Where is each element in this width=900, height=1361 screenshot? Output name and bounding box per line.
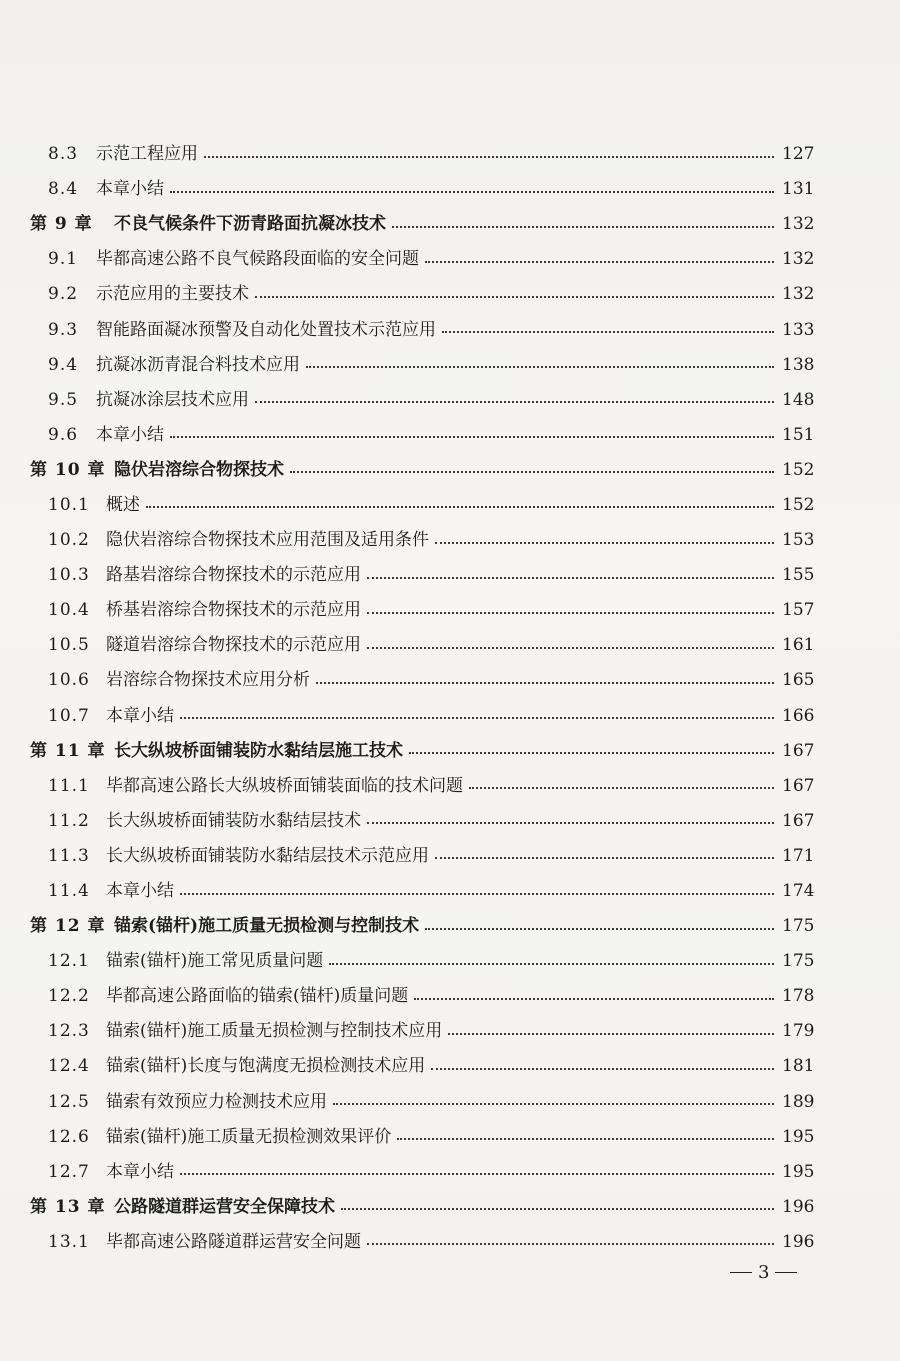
toc-entry-number: 8.4 [48, 179, 79, 200]
toc-entry-title: 公路隧道群运营安全保障技术 [114, 1196, 335, 1217]
toc-entry-page: 166 [782, 705, 815, 726]
dot-leader [367, 647, 774, 649]
dot-leader [255, 401, 774, 403]
dot-leader [306, 366, 774, 368]
toc-entry-number: 9.2 [48, 284, 79, 305]
toc-entry-page: 152 [782, 494, 815, 515]
toc-entry-title: 示范工程应用 [96, 144, 198, 165]
toc-entry-page: 178 [782, 986, 815, 1007]
toc-entry-title: 隧道岩溶综合物探技术的示范应用 [106, 635, 361, 656]
toc-entry-page: 167 [782, 810, 815, 831]
dot-leader [170, 191, 774, 193]
toc-entry-number: 11.4 [48, 881, 90, 902]
toc-section-row [30, 979, 815, 1014]
toc-entry-number: 11.1 [48, 775, 90, 796]
toc-entry-title: 示范应用的主要技术 [96, 284, 249, 305]
toc-entry-number: 8.3 [48, 144, 79, 165]
toc-entry-title: 毕都高速公路长大纵坡桥面铺装面临的技术问题 [106, 775, 463, 796]
dot-leader [329, 963, 774, 965]
toc-section-row [30, 348, 815, 383]
dot-leader [392, 226, 774, 228]
toc-entry-page: 165 [782, 670, 815, 691]
dot-leader [367, 577, 774, 579]
toc-section-row [30, 242, 815, 277]
toc-entry-number: 第 12 章 [30, 916, 106, 937]
dot-leader [290, 471, 774, 473]
toc-section-row [30, 1085, 815, 1120]
toc-entry-page: 132 [782, 284, 815, 305]
toc-entry-title: 锚索(锚杆)长度与饱满度无损检测技术应用 [106, 1056, 426, 1077]
dot-leader [435, 542, 774, 544]
toc-entry-page: 132 [782, 249, 815, 270]
toc-entry-number: 10.2 [48, 530, 90, 551]
dot-leader [469, 787, 774, 789]
toc-section-row [30, 593, 815, 628]
folio-number: 3 [758, 1262, 770, 1283]
toc-entry-number: 10.7 [48, 705, 90, 726]
dot-leader [333, 1103, 774, 1105]
toc-section-row [30, 1014, 815, 1049]
dot-leader [425, 928, 774, 930]
toc-entry-number: 11.2 [48, 810, 90, 831]
toc-entry-page: 151 [782, 424, 815, 445]
toc-entry-title: 本章小结 [96, 179, 164, 200]
toc-entry-number: 12.5 [48, 1091, 90, 1112]
toc-entry-number: 13.1 [48, 1231, 90, 1252]
toc-entry-title: 本章小结 [96, 424, 164, 445]
toc-section-row [30, 418, 815, 453]
toc-entry-title: 概述 [106, 494, 140, 515]
dot-leader [448, 1033, 774, 1035]
toc-entry-title: 岩溶综合物探技术应用分析 [106, 670, 310, 691]
toc-entry-page: 152 [782, 459, 815, 480]
toc-section-row [30, 488, 815, 523]
dot-leader [367, 612, 774, 614]
toc-entry-page: 148 [782, 389, 815, 410]
toc-chapter-row [30, 453, 815, 488]
toc-section-row [30, 944, 815, 979]
toc-entry-page: 195 [782, 1126, 815, 1147]
toc-entry-page: 161 [782, 635, 815, 656]
dot-leader [341, 1208, 774, 1210]
toc-entry-title: 本章小结 [106, 881, 174, 902]
toc-entry-number: 9.6 [48, 424, 79, 445]
toc-entry-title: 长大纵坡桥面铺装防水黏结层技术示范应用 [106, 845, 429, 866]
toc-entry-number: 10.1 [48, 494, 90, 515]
toc-entry-title: 长大纵坡桥面铺装防水黏结层技术 [106, 810, 361, 831]
dot-leader [367, 1243, 774, 1245]
toc-chapter-row [30, 909, 815, 944]
toc-entry-number: 第 11 章 [30, 740, 106, 761]
toc-entry-title: 抗凝冰沥青混合料技术应用 [96, 354, 300, 375]
toc-entry-page: 179 [782, 1021, 815, 1042]
toc-entry-page: 181 [782, 1056, 815, 1077]
toc-section-row [30, 1049, 815, 1084]
toc-entry-page: 131 [782, 179, 815, 200]
toc-entry-title: 锚索有效预应力检测技术应用 [106, 1091, 327, 1112]
toc-chapter-row [30, 1190, 815, 1225]
dot-leader [204, 156, 774, 158]
toc-section-row [30, 1225, 815, 1260]
toc-entry-number: 第 10 章 [30, 459, 106, 480]
dot-leader [367, 822, 774, 824]
toc-entry-title: 本章小结 [106, 705, 174, 726]
toc-section-row [30, 383, 815, 418]
toc-entry-page: 157 [782, 600, 815, 621]
toc-entry-page: 132 [782, 214, 815, 235]
toc-entry-title: 锚索(锚杆)施工常见质量问题 [106, 951, 324, 972]
dot-leader [409, 752, 774, 754]
toc-entry-page: 167 [782, 775, 815, 796]
toc-entry-number: 9.4 [48, 354, 79, 375]
folio-dash-left [730, 1272, 752, 1273]
toc-entry-number: 10.5 [48, 635, 90, 656]
toc-section-row [30, 699, 815, 734]
dot-leader [431, 1068, 774, 1070]
toc-entry-page: 189 [782, 1091, 815, 1112]
toc-entry-page: 138 [782, 354, 815, 375]
toc-section-row [30, 1120, 815, 1155]
toc-entry-page: 175 [782, 916, 815, 937]
toc-entry-title: 不良气候条件下沥青路面抗凝冰技术 [114, 214, 386, 235]
toc-section-row [30, 312, 815, 347]
dot-leader [397, 1138, 774, 1140]
toc-entry-page: 195 [782, 1161, 815, 1182]
toc-section-row [30, 558, 815, 593]
toc-entry-page: 133 [782, 319, 815, 340]
toc-entry-number: 9.3 [48, 319, 79, 340]
toc-section-row [30, 172, 815, 207]
toc-section-row [30, 804, 815, 839]
toc-section-row [30, 663, 815, 698]
toc-section-row [30, 137, 815, 172]
toc-entry-title: 锚索(锚杆)施工质量无损检测效果评价 [106, 1126, 392, 1147]
toc-entry-number: 10.6 [48, 670, 90, 691]
toc-section-row [30, 874, 815, 909]
toc-entry-page: 127 [782, 144, 815, 165]
toc-entry-page: 153 [782, 530, 815, 551]
dot-leader [170, 436, 774, 438]
toc-entry-number: 12.4 [48, 1056, 90, 1077]
toc-entry-title: 毕都高速公路隧道群运营安全问题 [106, 1231, 361, 1252]
toc-entry-page: 196 [782, 1196, 815, 1217]
dot-leader [180, 1173, 774, 1175]
toc-entry-number: 第 13 章 [30, 1196, 106, 1217]
dot-leader [180, 893, 774, 895]
toc-entry-page: 196 [782, 1231, 815, 1252]
toc-entry-number: 10.3 [48, 565, 90, 586]
dot-leader [180, 717, 774, 719]
toc-entry-number: 9.1 [48, 249, 79, 270]
toc-section-row [30, 1155, 815, 1190]
toc-entry-number: 11.3 [48, 845, 90, 866]
toc-entry-page: 167 [782, 740, 815, 761]
toc-section-row [30, 769, 815, 804]
toc-entry-title: 毕都高速公路面临的锚索(锚杆)质量问题 [106, 986, 409, 1007]
toc-entry-page: 174 [782, 881, 815, 902]
toc-section-row [30, 628, 815, 663]
dot-leader [435, 857, 774, 859]
toc-section-row [30, 277, 815, 312]
toc-entry-title: 毕都高速公路不良气候路段面临的安全问题 [96, 249, 419, 270]
dot-leader [414, 998, 774, 1000]
toc-entry-title: 锚索(锚杆)施工质量无损检测与控制技术 [114, 916, 420, 937]
dot-leader [316, 682, 774, 684]
toc-entry-page: 155 [782, 565, 815, 586]
toc-entry-title: 本章小结 [106, 1161, 174, 1182]
toc-entry-number: 12.1 [48, 951, 90, 972]
toc-entry-page: 171 [782, 845, 815, 866]
toc-entry-title: 桥基岩溶综合物探技术的示范应用 [106, 600, 361, 621]
toc-entry-number: 12.6 [48, 1126, 90, 1147]
toc-entry-number: 9.5 [48, 389, 79, 410]
dot-leader [425, 261, 774, 263]
toc-chapter-row [30, 207, 815, 242]
toc-entry-page: 175 [782, 951, 815, 972]
toc-entry-number: 12.3 [48, 1021, 90, 1042]
dot-leader [442, 331, 774, 333]
table-of-contents [30, 137, 815, 1260]
toc-entry-number: 10.4 [48, 600, 90, 621]
toc-entry-title: 智能路面凝冰预警及自动化处置技术示范应用 [96, 319, 436, 340]
toc-entry-title: 隐伏岩溶综合物探技术 [114, 459, 284, 480]
toc-entry-title: 锚索(锚杆)施工质量无损检测与控制技术应用 [106, 1021, 443, 1042]
toc-entry-number: 12.7 [48, 1161, 90, 1182]
toc-section-row [30, 839, 815, 874]
toc-entry-title: 隐伏岩溶综合物探技术应用范围及适用条件 [106, 530, 429, 551]
page-number [730, 1262, 797, 1283]
dot-leader [255, 296, 774, 298]
toc-entry-title: 抗凝冰涂层技术应用 [96, 389, 249, 410]
toc-entry-title: 长大纵坡桥面铺装防水黏结层施工技术 [114, 740, 403, 761]
toc-chapter-row [30, 734, 815, 769]
toc-entry-number: 12.2 [48, 986, 90, 1007]
dot-leader [146, 506, 774, 508]
toc-entry-title: 路基岩溶综合物探技术的示范应用 [106, 565, 361, 586]
toc-section-row [30, 523, 815, 558]
folio-dash-right [775, 1272, 797, 1273]
toc-entry-number: 第 9 章 [30, 214, 93, 235]
